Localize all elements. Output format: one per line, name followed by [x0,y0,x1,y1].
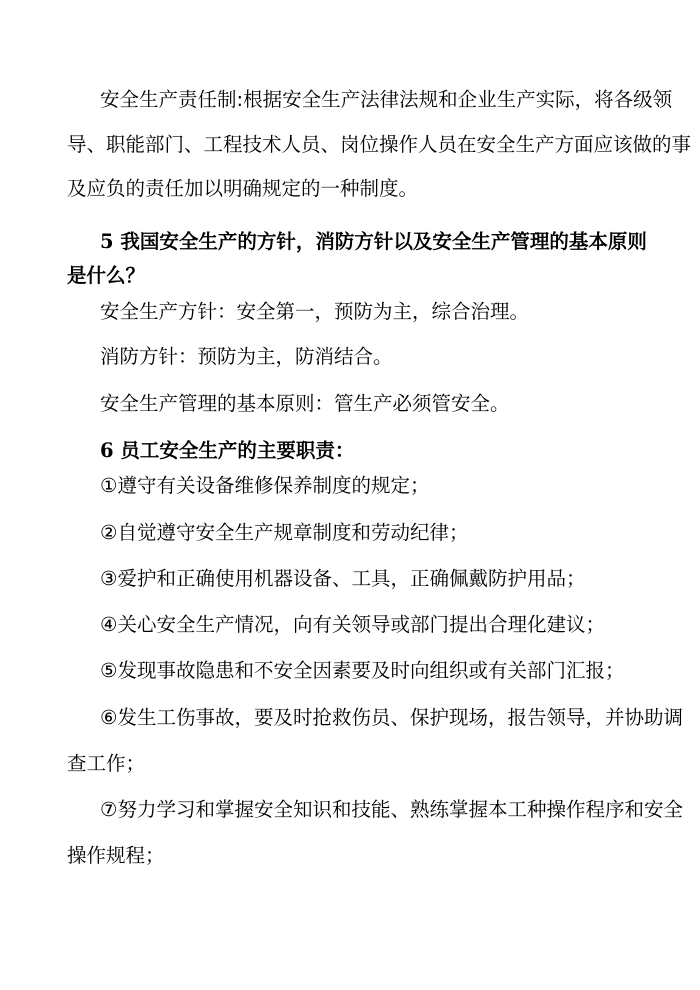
section-5-item: 消防方针：预防为主，防消结合。 [100,345,393,368]
intro-paragraph-line-1: 安全生产责任制:根据安全生产法律法规和企业生产实际，将各级领 [100,88,673,111]
section-6-item-7-line-2: 操作规程； [67,844,165,867]
section-5-heading-line-2: 是什么？ [67,264,146,287]
section-5-heading-line-1: 5 我国安全生产的方针，消防方针以及安全生产管理的基本原则 [100,230,647,253]
section-6-item-7-line-1: ⑦努力学习和掌握安全知识和技能、熟练掌握本工种操作程序和安全 [100,798,683,821]
section-6-heading: 6 员工安全生产的主要职责： [100,439,355,462]
section-6-item: ③爱护和正确使用机器设备、工具，正确佩戴防护用品； [100,567,586,590]
section-5-item: 安全生产方针：安全第一，预防为主，综合治理。 [100,300,530,323]
section-6-item: ②自觉遵守安全生产规章制度和劳动纪律； [100,521,469,544]
intro-paragraph-line-2: 导、职能部门、工程技术人员、岗位操作人员在安全生产方面应该做的事 [67,133,692,156]
section-5-item: 安全生产管理的基本原则：管生产必须管安全。 [100,392,510,415]
intro-paragraph-line-3: 及应负的责任加以明确规定的一种制度。 [67,177,419,200]
section-6-item: ①遵守有关设备维修保养制度的规定； [100,474,430,497]
section-6-item-6-line-1: ⑥发生工伤事故，要及时抢救伤员、保护现场，报告领导，并协助调 [100,706,683,729]
section-6-item: ④关心安全生产情况，向有关领导或部门提出合理化建议； [100,613,605,636]
section-6-item: ⑤发现事故隐患和不安全因素要及时向组织或有关部门汇报； [100,659,625,682]
section-6-item-6-line-2: 查工作； [67,752,146,775]
